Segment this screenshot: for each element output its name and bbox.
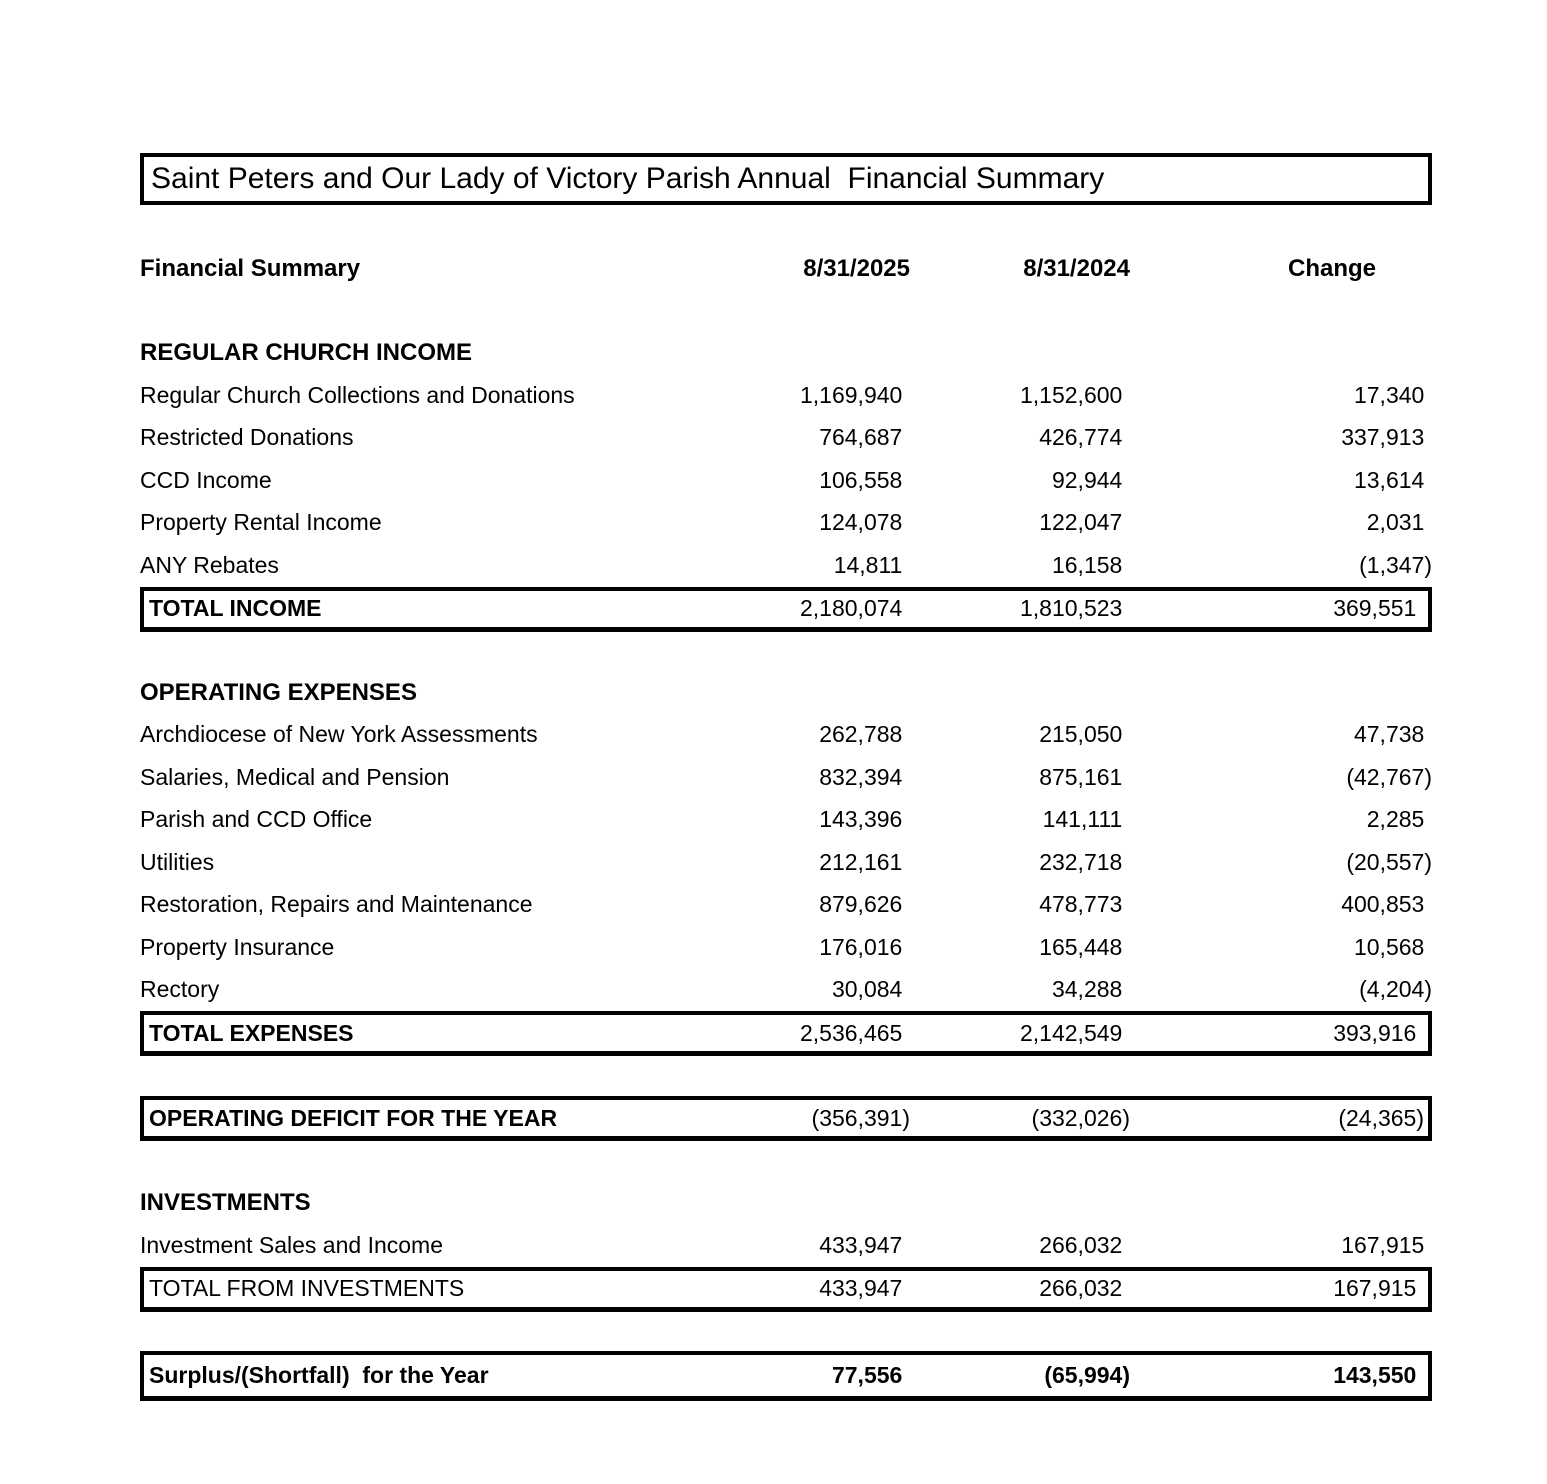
value-2024 bbox=[910, 891, 1130, 918]
value-text: 478,773 bbox=[1039, 891, 1123, 918]
row-label: Property Insurance bbox=[140, 933, 335, 960]
row-label: Investment Sales and Income bbox=[140, 1231, 443, 1258]
row-label: Restoration, Repairs and Maintenance bbox=[140, 891, 533, 918]
value-text: (65,994) bbox=[1044, 1361, 1130, 1388]
value-text: 2,031 bbox=[1366, 509, 1425, 536]
page-content bbox=[140, 0, 1432, 1401]
value-text: 2,285 bbox=[1366, 806, 1425, 833]
table-row bbox=[140, 459, 1432, 502]
value-text: 124,078 bbox=[819, 509, 903, 536]
row-label: TOTAL EXPENSES bbox=[149, 1019, 354, 1046]
value-change bbox=[1130, 721, 1432, 748]
value-text: (356,391) bbox=[811, 1104, 910, 1131]
value-2024 bbox=[910, 976, 1130, 1003]
value-text: 1,152,600 bbox=[1020, 381, 1123, 408]
total-row bbox=[140, 1011, 1432, 1056]
table-row bbox=[140, 502, 1432, 545]
value-text: 165,448 bbox=[1039, 933, 1123, 960]
value-text: 13,614 bbox=[1353, 466, 1425, 493]
table-row bbox=[140, 799, 1432, 842]
total-row bbox=[140, 1096, 1432, 1141]
value-change bbox=[1130, 1105, 1424, 1132]
value-text: 337,913 bbox=[1341, 424, 1425, 451]
value-2025 bbox=[640, 467, 910, 494]
row-label: Salaries, Medical and Pension bbox=[140, 763, 450, 790]
value-change bbox=[1130, 552, 1432, 579]
value-text: 2,142,549 bbox=[1020, 1019, 1123, 1046]
column-header-row bbox=[140, 255, 1432, 283]
section-heading: OPERATING EXPENSES bbox=[140, 678, 417, 706]
value-text: (42,767) bbox=[1346, 763, 1432, 790]
value-2025 bbox=[640, 976, 910, 1003]
value-change bbox=[1130, 467, 1432, 494]
value-text: 16,158 bbox=[1051, 551, 1123, 578]
value-text: 14,811 bbox=[833, 551, 903, 578]
value-2025 bbox=[640, 934, 910, 961]
value-text: 77,556 bbox=[831, 1361, 903, 1388]
value-2024 bbox=[910, 1105, 1130, 1132]
value-2024 bbox=[910, 849, 1130, 876]
value-change bbox=[1130, 976, 1432, 1003]
value-text: 2,536,465 bbox=[800, 1019, 903, 1046]
value-text: 167,915 bbox=[1341, 1231, 1425, 1258]
value-text: 30,084 bbox=[831, 976, 903, 1003]
value-change bbox=[1130, 1275, 1424, 1302]
value-2024 bbox=[910, 806, 1130, 833]
column-header-2024: 8/31/2024 bbox=[1023, 255, 1130, 282]
value-change bbox=[1130, 934, 1432, 961]
table-row bbox=[140, 417, 1432, 460]
table-row bbox=[140, 884, 1432, 927]
table-row bbox=[140, 374, 1432, 417]
row-label: CCD Income bbox=[140, 466, 272, 493]
value-text: 2,180,074 bbox=[800, 595, 903, 621]
value-2024 bbox=[910, 552, 1130, 579]
value-change bbox=[1130, 891, 1432, 918]
value-2025 bbox=[640, 424, 910, 451]
row-label: OPERATING DEFICIT FOR THE YEAR bbox=[149, 1104, 558, 1131]
row-label: Parish and CCD Office bbox=[140, 806, 373, 833]
value-text: 1,169,940 bbox=[800, 381, 903, 408]
document-title: Saint Peters and Our Lady of Victory Parish Annual Financial Summary bbox=[151, 162, 1105, 195]
total-row bbox=[140, 1267, 1432, 1312]
value-2024 bbox=[910, 1232, 1130, 1259]
value-text: 47,738 bbox=[1353, 721, 1425, 748]
value-text: 764,687 bbox=[819, 424, 903, 451]
value-text: (4,204) bbox=[1359, 976, 1432, 1003]
value-text: 369,551 bbox=[1333, 595, 1417, 621]
table-row bbox=[140, 841, 1432, 884]
column-header-2025: 8/31/2025 bbox=[803, 255, 910, 282]
value-text: 17,340 bbox=[1353, 381, 1425, 408]
value-text: 426,774 bbox=[1039, 424, 1123, 451]
value-text: 433,947 bbox=[819, 1231, 903, 1258]
value-text: 400,853 bbox=[1341, 891, 1425, 918]
value-2025 bbox=[640, 509, 910, 536]
value-2024 bbox=[910, 467, 1130, 494]
section-operating-expenses bbox=[140, 680, 1432, 1057]
value-text: 1,810,523 bbox=[1020, 595, 1123, 621]
value-text: 875,161 bbox=[1039, 763, 1123, 790]
value-change bbox=[1130, 382, 1432, 409]
section-investments bbox=[140, 1190, 1432, 1312]
value-text: 266,032 bbox=[1039, 1275, 1123, 1301]
value-text: (20,557) bbox=[1346, 848, 1432, 875]
column-header-label: Financial Summary bbox=[140, 255, 361, 282]
value-2024 bbox=[910, 764, 1130, 791]
value-text: 215,050 bbox=[1039, 721, 1123, 748]
row-label: Utilities bbox=[140, 848, 215, 875]
column-header-change: Change bbox=[1287, 255, 1376, 282]
value-text: 433,947 bbox=[819, 1275, 903, 1301]
value-text: 106,558 bbox=[819, 466, 903, 493]
value-change bbox=[1130, 1020, 1424, 1047]
section-heading: REGULAR CHURCH INCOME bbox=[140, 339, 472, 366]
section-heading: INVESTMENTS bbox=[140, 1189, 311, 1216]
row-label: Property Rental Income bbox=[140, 509, 382, 536]
value-change bbox=[1130, 1232, 1432, 1259]
value-2025 bbox=[640, 1362, 910, 1389]
financial-table bbox=[140, 340, 1432, 1401]
value-2024 bbox=[910, 595, 1130, 622]
value-change bbox=[1130, 595, 1424, 622]
value-text: (1,347) bbox=[1359, 551, 1432, 578]
value-2025 bbox=[640, 764, 910, 791]
value-2025 bbox=[640, 849, 910, 876]
table-row bbox=[140, 969, 1432, 1012]
value-2024 bbox=[910, 1020, 1130, 1047]
value-2024 bbox=[910, 1275, 1130, 1302]
section-regular-church-income bbox=[140, 340, 1432, 632]
value-text: (24,365) bbox=[1338, 1104, 1424, 1131]
value-change bbox=[1130, 509, 1432, 536]
value-2024 bbox=[910, 934, 1130, 961]
value-text: 141,111 bbox=[1042, 806, 1123, 833]
total-row bbox=[140, 1351, 1432, 1401]
table-row bbox=[140, 714, 1432, 757]
table-row bbox=[140, 1224, 1432, 1267]
value-2024 bbox=[910, 509, 1130, 536]
value-text: 232,718 bbox=[1039, 848, 1123, 875]
value-2025 bbox=[640, 891, 910, 918]
value-text: (332,026) bbox=[1031, 1104, 1130, 1131]
table-row bbox=[140, 926, 1432, 969]
row-label: Rectory bbox=[140, 976, 220, 1003]
value-text: 122,047 bbox=[1039, 509, 1123, 536]
value-text: 176,016 bbox=[819, 933, 903, 960]
value-text: 393,916 bbox=[1333, 1019, 1417, 1046]
row-label: Archdiocese of New York Assessments bbox=[140, 721, 538, 748]
document-title-box bbox=[140, 153, 1432, 205]
section-operating-deficit bbox=[140, 1096, 1432, 1141]
value-text: 34,288 bbox=[1051, 976, 1123, 1003]
value-change bbox=[1130, 1362, 1424, 1389]
value-2024 bbox=[910, 382, 1130, 409]
value-text: 10,568 bbox=[1353, 933, 1425, 960]
value-2025 bbox=[640, 1275, 910, 1302]
value-2025 bbox=[640, 595, 910, 622]
value-text: 879,626 bbox=[819, 891, 903, 918]
value-text: 262,788 bbox=[819, 721, 903, 748]
row-label: Restricted Donations bbox=[140, 424, 354, 451]
value-2024 bbox=[910, 1362, 1130, 1389]
value-2025 bbox=[640, 1020, 910, 1047]
value-2025 bbox=[640, 806, 910, 833]
row-label: TOTAL INCOME bbox=[149, 595, 322, 621]
row-label: TOTAL FROM INVESTMENTS bbox=[149, 1275, 465, 1301]
table-row bbox=[140, 756, 1432, 799]
value-2025 bbox=[640, 721, 910, 748]
value-2024 bbox=[910, 721, 1130, 748]
value-text: 832,394 bbox=[819, 763, 903, 790]
value-2025 bbox=[640, 382, 910, 409]
section-surplus bbox=[140, 1351, 1432, 1401]
value-2025 bbox=[640, 1232, 910, 1259]
table-row bbox=[140, 544, 1432, 587]
value-change bbox=[1130, 424, 1432, 451]
value-text: 92,944 bbox=[1051, 466, 1123, 493]
value-change bbox=[1130, 764, 1432, 791]
value-2024 bbox=[910, 424, 1130, 451]
value-2025 bbox=[640, 552, 910, 579]
value-text: 212,161 bbox=[819, 848, 903, 875]
value-2025 bbox=[640, 1105, 910, 1132]
value-text: 266,032 bbox=[1039, 1231, 1123, 1258]
value-change bbox=[1130, 806, 1432, 833]
value-text: 143,396 bbox=[819, 806, 903, 833]
value-text: 167,915 bbox=[1333, 1275, 1417, 1301]
row-label: Surplus/(Shortfall) for the Year bbox=[149, 1361, 489, 1388]
row-label: ANY Rebates bbox=[140, 551, 279, 578]
value-change bbox=[1130, 849, 1432, 876]
total-row bbox=[140, 587, 1432, 632]
row-label: Regular Church Collections and Donations bbox=[140, 381, 575, 408]
value-text: 143,550 bbox=[1333, 1361, 1417, 1388]
